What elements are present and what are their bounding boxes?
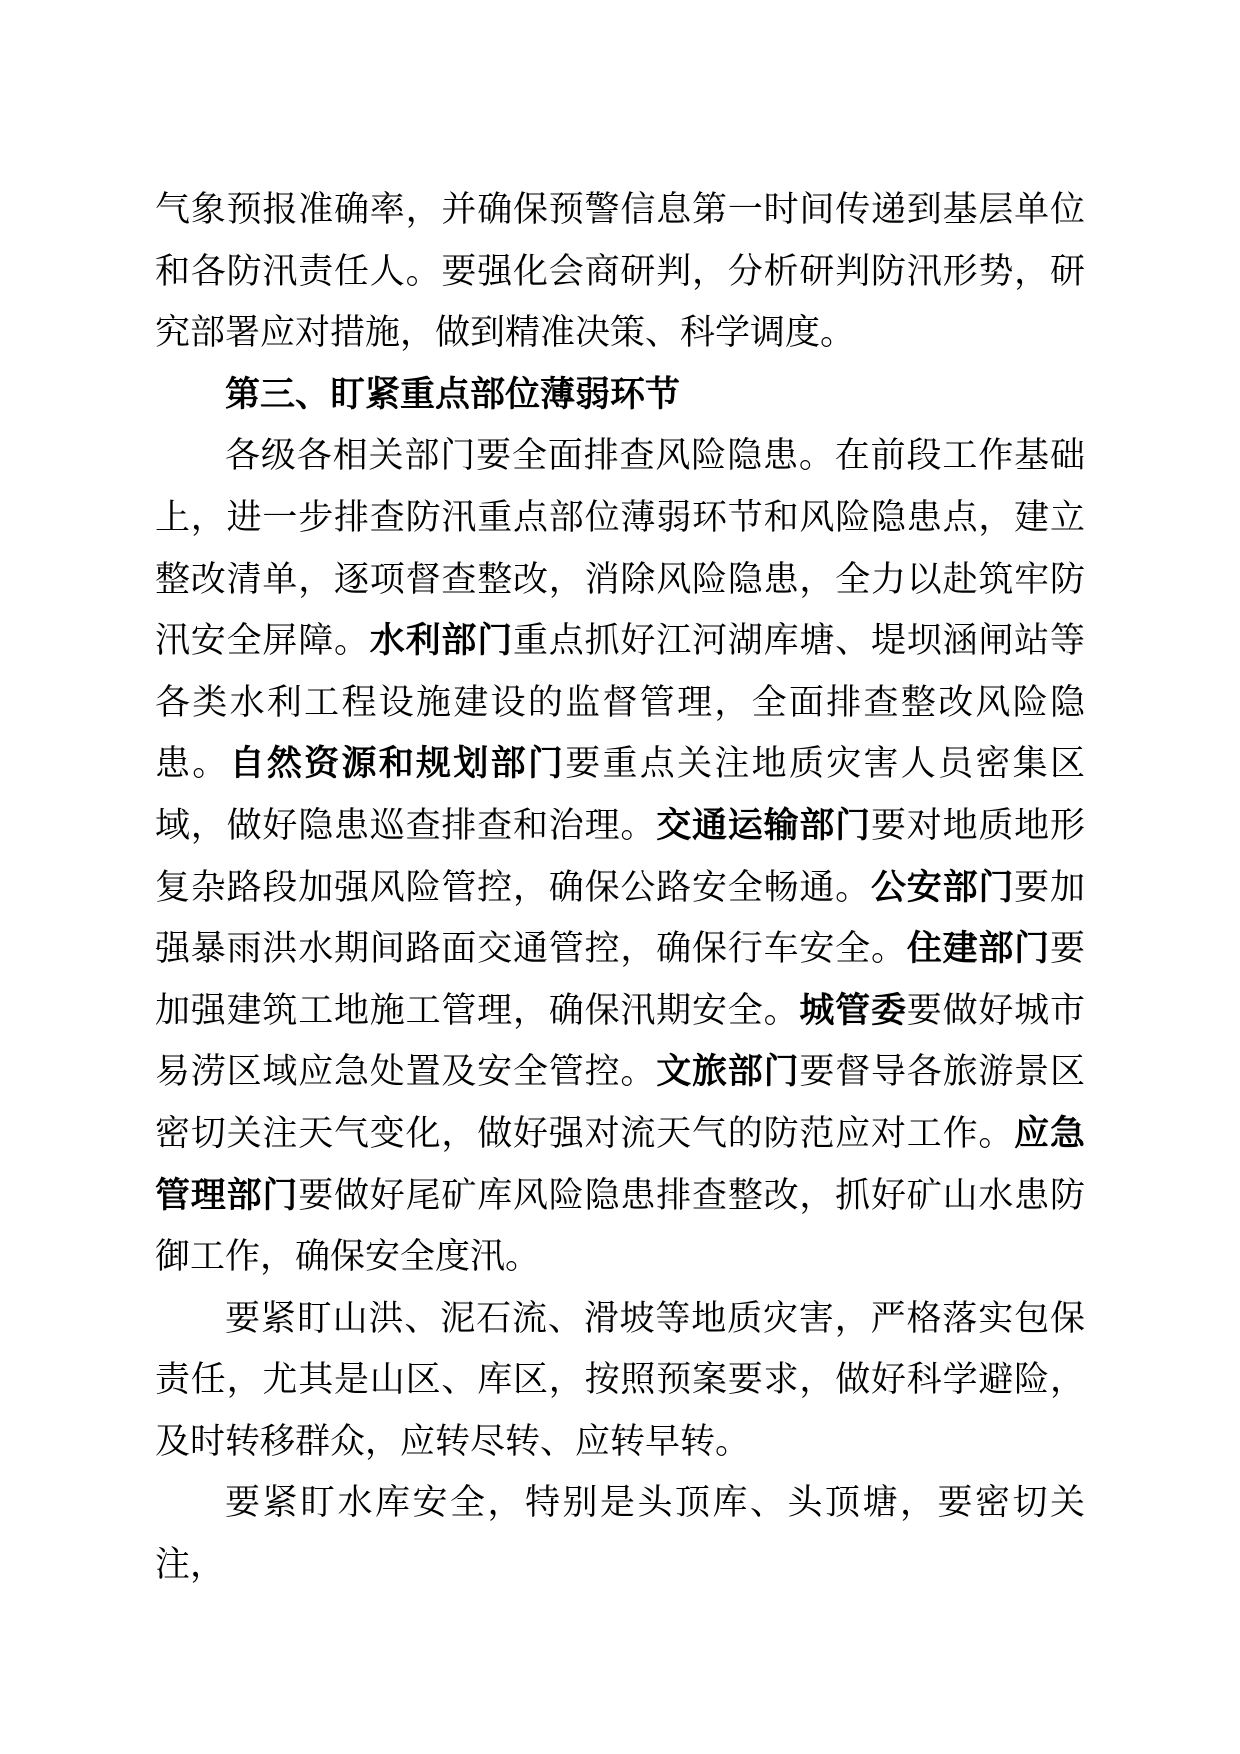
- dept-police-text: 要加强暴雨洪水期间路面交通管控，确保行车安全。: [155, 867, 1085, 970]
- dept-emergency-text: 要做好尾矿库风险隐患排查整改，抓好矿山水患防御工作，确保安全度汛。: [155, 1175, 1085, 1278]
- dept-urban-management-text: 要做好城市易涝区域应急处置及安全管控。: [155, 990, 1085, 1093]
- paragraph-geological-hazards: 要紧盯山洪、泥石流、滑坡等地质灾害，严格落实包保责任，尤其是山区、库区，按照预案要求，做好科学避险，及时转移群众，应转尽转、应转早转。: [155, 1298, 1085, 1462]
- paragraph-continued: 气象预报准确率，并确保预警信息第一时间传递到基层单位和各防汛责任人。要强化会商研判，分析研判防汛形势，研究部署应对措施，做到精准决策、科学调度。: [155, 190, 1085, 354]
- paragraph-departments: [155, 426, 1085, 1288]
- dept-water-text: 重点抓好江河湖库塘、堤坝涵闸站等各类水利工程设施建设的监督管理，全面排查整改风险隐患。: [155, 621, 1085, 785]
- dept-natural-resources: 自然资源和规划部门: [229, 744, 566, 785]
- dept-housing-text: 要加强建筑工地施工管理，确保汛期安全。: [155, 929, 1085, 1031]
- dept-transport: 交通运输部门: [656, 805, 871, 846]
- section-heading: 第三、盯紧重点部位薄弱环节: [225, 374, 681, 415]
- dept-urban-management: 城管委: [799, 990, 907, 1031]
- dept-culture-tourism: 文旅部门: [656, 1052, 800, 1093]
- dept-culture-tourism-text: 要督导各旅游景区密切关注天气变化，做好强对流天气的防范应对工作。: [155, 1052, 1085, 1154]
- document-body: [155, 180, 1085, 1597]
- paragraph-reservoir-safety: 要紧盯水库安全，特别是头顶库、头顶塘，要密切关注，: [155, 1483, 1085, 1586]
- dept-emergency: 应急管理部门: [155, 1113, 1085, 1216]
- dept-natural-resources-text: 要重点关注地质灾害人员密集区域，做好隐患巡查排查和治理。: [155, 744, 1085, 846]
- dept-police: 公安部门: [870, 867, 1015, 908]
- paragraph-intro: 各级各相关部门要全面排查风险隐患。在前段工作基础上，进一步排查防汛重点部位薄弱环节和风险隐患点，建立整改清单，逐项督查整改，消除风险隐患，全力以赴筑牢防汛安全屏障。: [155, 436, 1085, 662]
- dept-transport-text: 要对地质地形复杂路段加强风险管控，确保公路安全畅通。: [155, 805, 1085, 908]
- dept-water: 水利部门: [369, 621, 513, 662]
- dept-housing: 住建部门: [906, 929, 1050, 970]
